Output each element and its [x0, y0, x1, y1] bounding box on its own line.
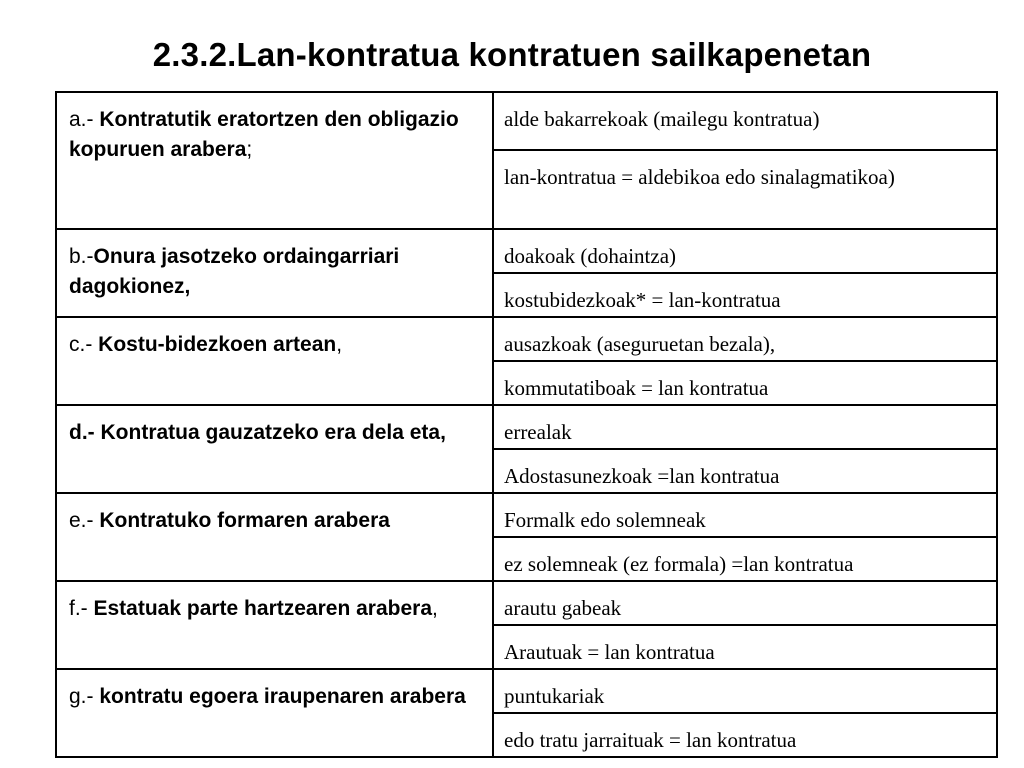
criterion-suffix: ; [246, 138, 253, 161]
criterion-cell-f [56, 581, 493, 669]
criterion-cell-e [56, 493, 493, 581]
option-cell: errealak [493, 405, 997, 449]
criterion-suffix: , [336, 333, 343, 356]
table-row [56, 317, 997, 361]
criterion-prefix: g.- [69, 685, 100, 708]
criterion-label: Onura jasotzeko ordaingarriari dagokionez, [69, 245, 400, 298]
option-cell: lan-kontratua = aldebikoa edo sinalagmatikoa) [493, 150, 997, 229]
option-cell: ausazkoak (aseguruetan bezala), [493, 317, 997, 361]
criterion-prefix: a.- [69, 108, 100, 131]
table-row [56, 669, 997, 713]
classification-table [55, 91, 998, 758]
option-cell: arautu gabeak [493, 581, 997, 625]
criterion-cell-c [56, 317, 493, 405]
option-cell: ez solemneak (ez formala) =lan kontratua [493, 537, 997, 581]
option-cell: alde bakarrekoak (mailegu kontratua) [493, 92, 997, 150]
criterion-label: Estatuak parte hartzearen arabera [93, 597, 432, 620]
table-row [56, 92, 997, 150]
table-row [56, 229, 997, 273]
criterion-cell-d [56, 405, 493, 493]
option-cell: Formalk edo solemneak [493, 493, 997, 537]
option-cell: kommutatiboak = lan kontratua [493, 361, 997, 405]
option-cell: edo tratu jarraituak = lan kontratua [493, 713, 997, 757]
criterion-label: Kontratuko formaren arabera [99, 509, 390, 532]
criterion-prefix: e.- [69, 509, 100, 532]
criterion-suffix: , [432, 597, 438, 620]
option-cell: puntukariak [493, 669, 997, 713]
option-cell: Adostasunezkoak =lan kontratua [493, 449, 997, 493]
criterion-label: Kontratua gauzatzeko era dela eta, [100, 421, 446, 444]
criterion-prefix: b.- [69, 245, 94, 268]
criterion-prefix: f.- [69, 597, 94, 620]
criterion-label: kontratu egoera iraupenaren arabera [99, 685, 466, 708]
criterion-cell-b [56, 229, 493, 317]
criterion-cell-g [56, 669, 493, 757]
option-cell: kostubidezkoak* = lan-kontratua [493, 273, 997, 317]
criterion-cell-a [56, 92, 493, 229]
criterion-prefix: c.- [69, 333, 99, 356]
criterion-label: Kontratutik eratortzen den obligazio kopuruen arabera [69, 108, 459, 161]
criterion-label: Kostu-bidezkoen artean [98, 333, 337, 356]
criterion-prefix: d.- [69, 421, 101, 444]
table-row [56, 581, 997, 625]
page-title: 2.3.2.Lan-kontratua kontratuen sailkapenetan [152, 36, 872, 73]
option-cell: doakoak (dohaintza) [493, 229, 997, 273]
option-cell: Arautuak = lan kontratua [493, 625, 997, 669]
table-row [56, 405, 997, 449]
table-row [56, 493, 997, 537]
